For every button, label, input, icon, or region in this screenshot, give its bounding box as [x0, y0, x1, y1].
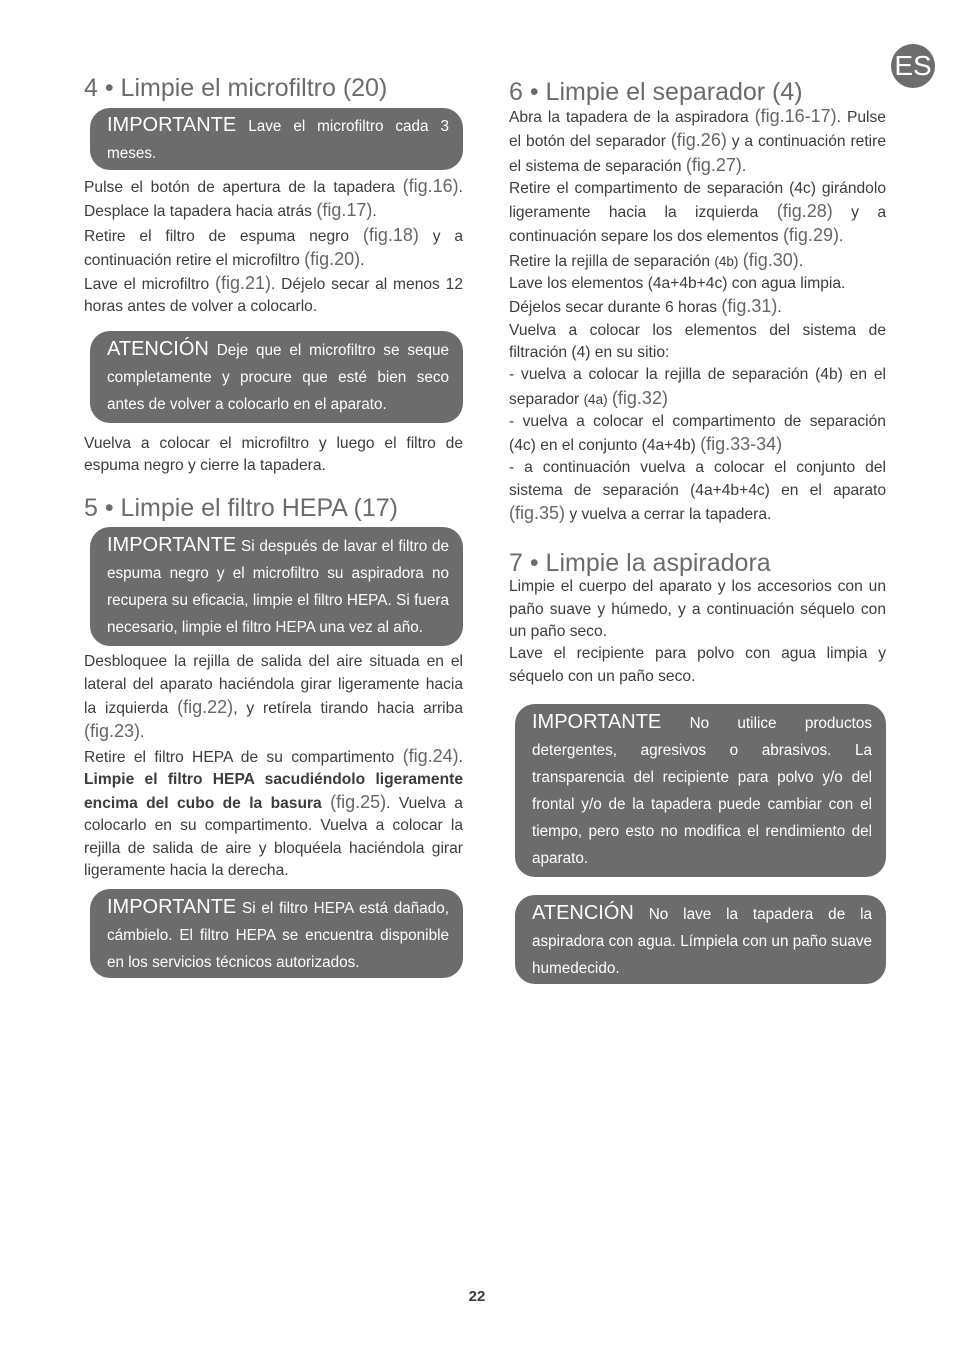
fig-ref: (fig.20) [304, 248, 361, 269]
attention-box-lid [515, 895, 886, 984]
fig-ref: (fig.26) [670, 130, 727, 151]
box-text: Si después de lavar el filtro de espuma negro y el microfiltro su aspiradora no recupera su eficacia, limpie el filtro HEPA. Si fuera necesario, limpie el filtro HEPA una vez al año. [107, 538, 449, 637]
s6-paragraph-1: Abra la tapadera de la aspiradora (fig.16-17). Pulse el botón del separador (fig.26) y a continuación retire el sistema de separación (fig.27). [509, 106, 886, 175]
fig-ref: (fig.27) [685, 154, 742, 175]
s5-paragraph-1: Desbloquee la rejilla de salida del aire situada en el lateral del aparato haciéndola girar ligeramente hacia la izquierda (fig.22), y retírela tirando hacia arriba (fig.23). [84, 653, 463, 742]
s4-paragraph-4: Vuelva a colocar el microfiltro y luego el filtro de espuma negro y cierre la tapadera. [84, 434, 463, 475]
part-ref: (4a) [583, 391, 608, 407]
part-ref: (4b) [714, 253, 739, 269]
fig-ref: (fig.25) [330, 792, 387, 813]
fig-ref: (fig.18) [362, 224, 419, 245]
s6-paragraph-5: Déjelos secar durante 6 horas (fig.31). [509, 296, 782, 317]
s6-paragraph-7: - vuelva a colocar la rejilla de separación (4b) en el separador (4a) (fig.32) [509, 366, 886, 408]
box-lead: ATENCIÓN [532, 901, 634, 924]
s6-paragraph-8: - vuelva a colocar el compartimento de separación (4c) en el conjunto (4a+4b) (fig.33-34) [509, 412, 886, 455]
box-text: No lave la tapadera de la aspiradora con agua. Límpiela con un paño suave humedecido. [532, 905, 872, 977]
s7-paragraph-1: Limpie el cuerpo del aparato y los accesorios con un paño suave y húmedo, y a continuación séquelo con un paño seco. [509, 578, 886, 640]
fig-ref: (fig.33-34) [700, 434, 783, 455]
s4-paragraph-2: Retire el filtro de espuma negro (fig.18) y a continuación retire el microfiltro (fig.20). [84, 224, 463, 269]
s4-paragraph-3: Lave el microfiltro (fig.21). Déjelo secar al menos 12 horas antes de volver a colocarlo. [84, 273, 464, 316]
important-box-cleaning [515, 704, 886, 877]
box-lead: ATENCIÓN [107, 337, 209, 360]
box-text: Deje que el microfiltro se seque completamente y procure que esté bien seco antes de volver a colocarlo en el aparato. [107, 341, 449, 413]
right-column [509, 70, 886, 984]
fig-ref: (fig.17) [316, 200, 373, 221]
s4-paragraph-1: Pulse el botón de apertura de la tapadera (fig.16). Desplace la tapadera hacia atrás (fig.17). [84, 176, 463, 221]
s7-paragraph-2: Lave el recipiente para polvo con agua limpia y séquelo con un paño seco. [509, 645, 886, 685]
attention-box-microfilter [90, 331, 463, 423]
important-box-hepa [90, 527, 463, 646]
box-text: No utilice productos detergentes, agresivos o abrasivos. La transparencia del recipiente para polvo y/o del frontal y/o de la tapadera puede cambiar con el tiempo, pero esto no modifica el rendimiento del aparato. [532, 714, 872, 867]
fig-ref: (fig.24) [402, 745, 459, 766]
s6-paragraph-6: Vuelva a colocar los elementos del sistema de filtración (4) en su sitio: [509, 321, 886, 361]
section-5-title: 5 • Limpie el filtro HEPA (17) [84, 494, 398, 523]
s6-paragraph-9: - a continuación vuelva a colocar el conjunto del sistema de separación (4a+4b+4c) en el aparato (fig.35) y vuelva a cerrar la tapadera. [509, 459, 886, 524]
fig-ref: (fig.30) [742, 249, 799, 270]
important-box-hepa-replacement [90, 889, 463, 978]
fig-ref: (fig.21) [214, 273, 271, 294]
box-text: Lave el microfiltro cada 3 meses. [107, 118, 449, 162]
fig-ref: (fig.32) [611, 387, 668, 408]
fig-ref: (fig.35) [509, 503, 566, 524]
s6-paragraph-3: Retire la rejilla de separación (4b) (fig.30). [509, 249, 804, 270]
box-lead: IMPORTANTE [532, 710, 662, 733]
s6-paragraph-2: Retire el compartimento de separación (4c) girándolo ligeramente hacia la izquierda (fig.28) y a continuación separe los dos elementos (fig.29). [509, 179, 886, 246]
important-box-microfilter [90, 108, 463, 170]
fig-ref: (fig.16) [402, 176, 459, 196]
fig-ref: (fig.16-17) [754, 106, 837, 126]
s5-paragraph-2: Retire el filtro HEPA de su compartimento (fig.24). Limpie el filtro HEPA sacudiéndolo ligeramente encima del cubo de la basura (fig.25). Vuelva a colocarlo en su compartimento. Vuelva a colocar la rejilla de salida de aire y bloquéela haciéndola girar ligeramente hacia la derecha. [84, 745, 463, 880]
box-text: Si el filtro HEPA está dañado, cámbielo. El filtro HEPA se encuentra disponible en los servicios técnicos autorizados. [107, 900, 449, 972]
section-4-title: 4 • Limpie el microfiltro (20) [84, 74, 388, 102]
left-column [84, 70, 463, 978]
section-6-title: 6 • Limpie el separador (4) [509, 78, 803, 106]
fig-ref: (fig.29) [782, 225, 839, 246]
box-lead: IMPORTANTE [107, 896, 237, 919]
language-badge: ES [891, 44, 935, 88]
bold-instruction: Limpie el filtro HEPA sacudiéndolo ligeramente encima del cubo de la basura [84, 770, 463, 813]
fig-ref: (fig.22) [177, 696, 234, 717]
page-number: 22 [468, 1288, 486, 1305]
section-7-title: 7 • Limpie la aspiradora [509, 549, 771, 578]
box-lead: IMPORTANTE [107, 534, 237, 557]
fig-ref: (fig.28) [776, 201, 833, 222]
fig-ref: (fig.31) [721, 296, 778, 317]
box-lead: IMPORTANTE [107, 114, 237, 136]
s6-paragraph-4: Lave los elementos (4a+4b+4c) con agua limpia. [509, 275, 846, 293]
fig-ref: (fig.23) [84, 721, 141, 742]
